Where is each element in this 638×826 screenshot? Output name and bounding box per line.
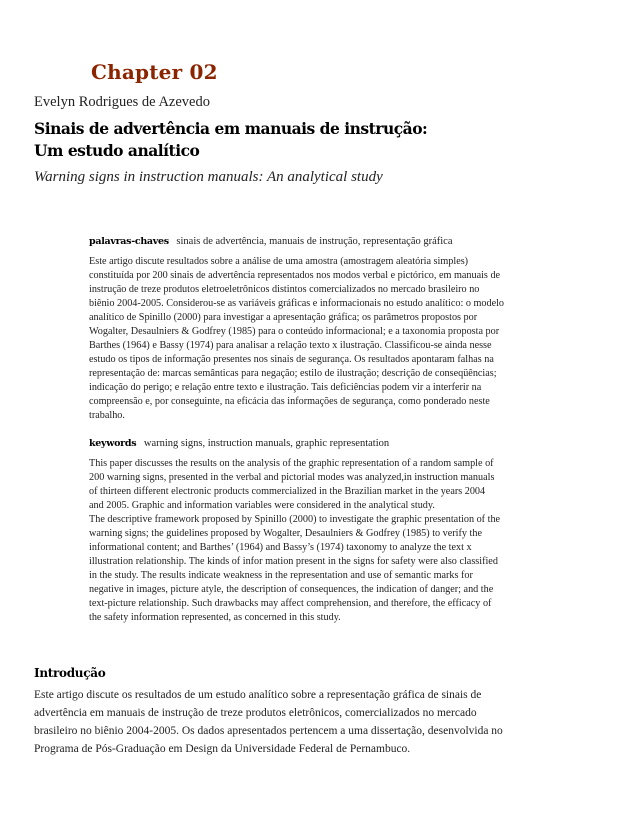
paragraph-line: Programa de Pós-Graduação em Design da Universidade Federal de Pernambuco. [34,743,411,755]
paragraph-line: Este artigo discute os resultados de um estudo analítico sobre a representação gráfica de sinais de [34,689,482,701]
en-abstract [89,457,519,625]
pt-keywords [89,236,453,247]
abstract-line: text-picture relationship. Such drawbacks may affect comprehension, and therefore, the efficacy of [89,598,492,609]
abstract-line: and 2005. Graphic and information variables were considered in the analytical study. [89,500,435,511]
introduction-paragraph [34,686,514,758]
abstract-line: warning signs; the guidelines proposed by Wogalter, Desaulniers & Godfrey (1985) to verify the [89,528,482,539]
title-line-1: Sinais de advertência em manuais de instrução: [34,119,428,138]
chapter-label: Chapter 02 [91,60,218,84]
en-keywords [89,438,389,449]
abstract-line: of thirteen different electronic products commercialized in the Brazilian market in the years 2004 [89,486,486,497]
abstract-line: constituída por 200 sinais de advertência representados nos modos verbal e pictórico, em manuais de [89,270,501,281]
abstract-line: in the study. The results indicate weakness in the representation and use of semantic marks for [89,570,473,581]
pt-abstract [89,255,519,423]
abstract-line: This paper discusses the results on the analysis of the graphic representation of a random sample of [89,458,494,469]
title-line-2: Um estudo analítico [34,141,200,160]
abstract-line: Barthes (1964) e Bassy (1974) para analisar a relação texto x ilustração. Classificou-se ainda nesse [89,340,492,351]
abstract-line: biênio 2004-2005. Considerou-se as variáveis gráficas e informacionais no estudo analítico: o modelo [89,298,505,309]
abstract-line: 200 warning signs, presented in the verbal and pictorial modes was analyzed,in instruction manuals [89,472,495,483]
en-keywords-text: warning signs, instruction manuals, graphic representation [143,438,390,449]
abstract-line: The descriptive framework proposed by Spinillo (2000) to investigate the graphic presentation of the [89,514,501,525]
paragraph-line: advertência em manuais de instrução de treze produtos eletrônicos, comercializados no mercado [34,707,477,719]
section-heading-introduction: Introdução [34,666,106,680]
abstract-line: Este artigo discute resultados sobre a análise de uma amostra (amostragem aleatória simples) [89,256,469,267]
pt-keywords-label: palavras-chaves [89,236,169,247]
abstract-line: informational content; and Barthes’ (1964) and Bassy’s (1974) taxonomy to analyze the text x [89,542,472,553]
abstract-line: estudo os tipos de informação presentes nos sinais de segurança. Os resultados apontaram falhas na [89,354,494,365]
abstract-line: the safety information represented, as concerned in this study. [89,612,341,623]
paper-subtitle: Warning signs in instruction manuals: An analytical study [34,169,383,185]
abstract-line: analítico de Spinillo (2000) para investigar a apresentação gráfica; os parâmetros propostos por [89,312,478,323]
abstract-line: indicação do perigo; e relação entre texto e ilustração. Tais deficiências podem vir a interferir na [89,382,482,393]
en-keywords-label: keywords [89,438,137,449]
abstract-line: instrução de treze produtos eletroeletrônicos distintos comercializados no mercado brasileiro no [89,284,480,295]
paragraph-line: brasileiro no biênio 2004-2005. Os dados apresentados pertencem a uma dissertação, desenvolvida no [34,725,503,737]
abstract-line: negative in images, picture atyle, the description of consequences, the indication of danger; and the [89,584,494,595]
pt-keywords-text: sinais de advertência, manuais de instrução, representação gráfica [176,236,453,247]
paper-title [34,118,427,162]
abstract-line: compreensão e, por conseguinte, na eficácia das informações de segurança, como ponderado neste [89,396,490,407]
abstract-line: Wogalter, Desaulniers & Godfrey (1985) para o conteúdo informacional; e a taxonomia proposta por [89,326,500,337]
abstract-line: trabalho. [89,410,125,421]
abstract-line: representação de: marcas semânticas para negação; estilo de ilustração; descrição de conseqüências; [89,368,497,379]
author-name: Evelyn Rodrigues de Azevedo [34,94,210,110]
abstract-line: illustration relationship. The kinds of infor mation present in the signs for safety were also classified [89,556,498,567]
